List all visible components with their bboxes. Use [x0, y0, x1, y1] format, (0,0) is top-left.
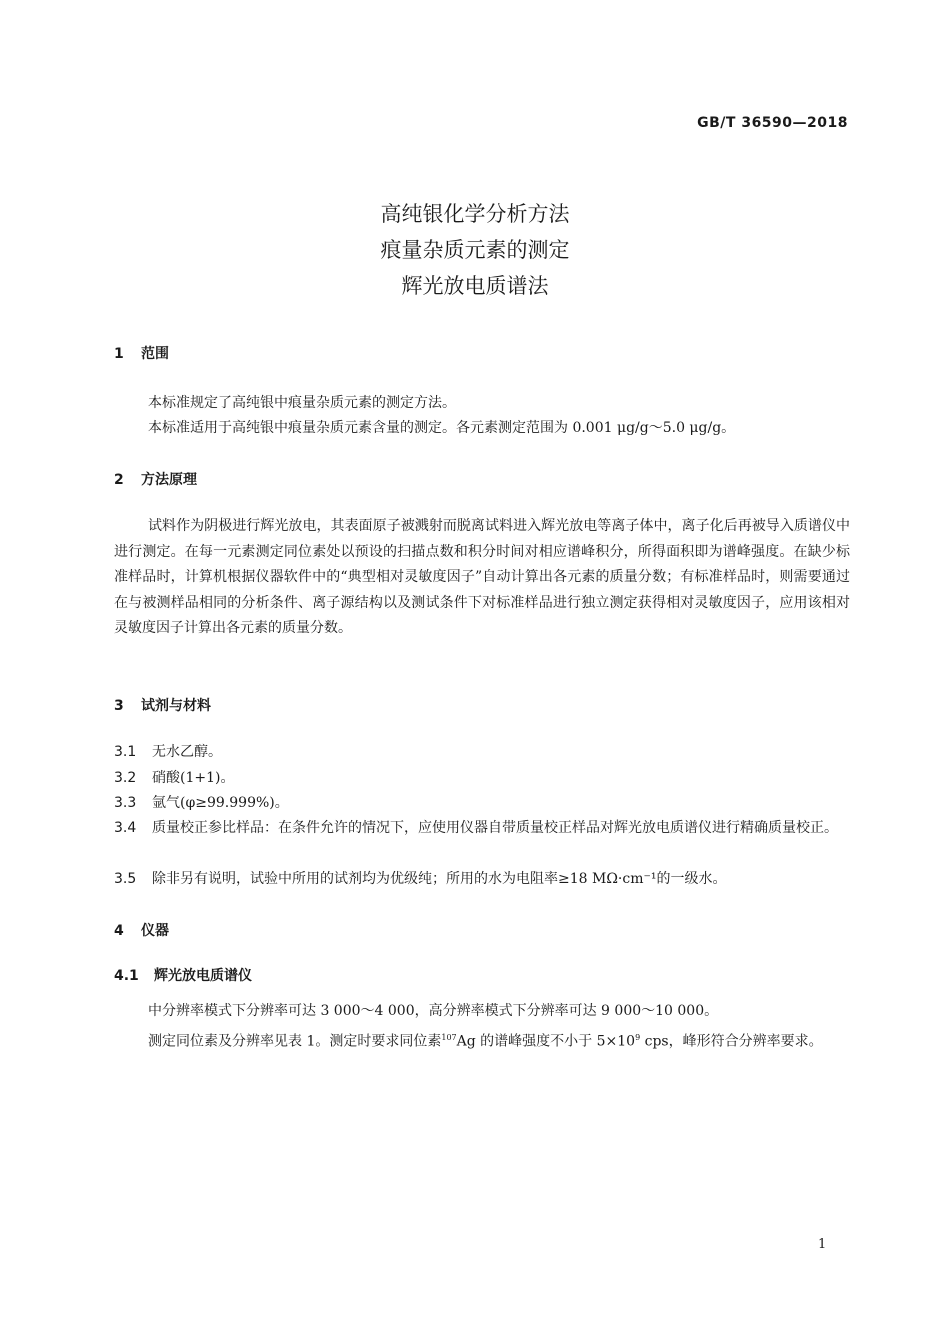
page-number: 1: [818, 1237, 827, 1252]
section-3-heading: [114, 695, 211, 715]
item-number: 3.3: [114, 795, 137, 811]
section-4-heading: [114, 920, 169, 940]
item-number: 3.5: [114, 871, 137, 887]
list-item: [114, 867, 850, 893]
section-1-paragraph-2: 本标准适用于高纯银中痕量杂质元素含量的测定。各元素测定范围为 0.001 μg/g～5.0 μg/g。: [148, 420, 736, 436]
section-number: 3: [114, 698, 124, 714]
text-run: Ag 的谱峰强度不小于 5×10: [456, 1033, 636, 1050]
section-1-heading: [114, 343, 169, 363]
item-number: 3.1: [114, 744, 137, 760]
section-number: 4: [114, 923, 124, 939]
section-title: 试剂与材料: [141, 698, 211, 714]
section-4-1-paragraph-2: [114, 1025, 850, 1055]
title-line-1: 高纯银化学分析方法: [380, 202, 570, 226]
section-number: 1: [114, 346, 124, 362]
standard-number: GB/T 36590—2018: [697, 115, 848, 131]
isotope-mass-superscript: 107: [441, 1033, 457, 1042]
text-run: cps，峰形符合分辨率要求。: [640, 1033, 823, 1050]
text-run: 测定同位素及分辨率见表 1。测定时要求同位素: [148, 1033, 442, 1050]
section-number: 2: [114, 472, 124, 488]
item-text: 除非另有说明，试验中所用的试剂均为优级纯；所用的水为电阻率≥18 MΩ·cm⁻¹的一级水。: [152, 871, 727, 887]
subsection-title: 辉光放电质谱仪: [154, 968, 252, 984]
list-item: [114, 791, 850, 817]
item-text: 无水乙醇。: [152, 744, 222, 760]
list-item: [114, 740, 850, 766]
list-item: [114, 766, 850, 792]
item-number: 3.2: [114, 770, 137, 786]
title-line-2: 痕量杂质元素的测定: [380, 238, 570, 262]
title-line-3: 辉光放电质谱法: [401, 274, 549, 298]
list-item: [114, 816, 850, 842]
item-text: 氩气(φ≥99.999%)。: [152, 795, 289, 811]
subsection-4-1-heading: [114, 965, 252, 985]
section-2-heading: [114, 469, 197, 489]
exponent-superscript: 9: [635, 1033, 641, 1042]
section-4-1-paragraph-1: 中分辨率模式下分辨率可达 3 000～4 000，高分辨率模式下分辨率可达 9 000～10 000。: [148, 1003, 719, 1019]
section-title: 方法原理: [141, 472, 197, 488]
document-title: [0, 196, 950, 304]
item-number: 3.4: [114, 820, 137, 836]
item-text: 质量校正参比样品：在条件允许的情况下，应使用仪器自带质量校正样品对辉光放电质谱仪进行精确质量校正。: [152, 820, 838, 836]
section-title: 仪器: [141, 923, 169, 939]
section-2-paragraph: 试料作为阴极进行辉光放电，其表面原子被溅射而脱离试料进入辉光放电等离子体中，离子化后再被导入质谱仪中进行测定。在每一元素测定同位素处以预设的扫描点数和积分时间对相应谱峰积分，所得面积即为谱峰强度。在缺少标准样品时，计算机根据仪器软件中的“典型相对灵敏度因子”自动计算出各元素的质量分数；有标准样品时，则需要通过在与被测样品相同的分析条件、离子源结构以及测试条件下对标准样品进行独立测定获得相对灵敏度因子，应用该相对灵敏度因子计算出各元素的质量分数。: [114, 518, 850, 636]
section-title: 范围: [141, 346, 169, 362]
section-1-paragraph-1: 本标准规定了高纯银中痕量杂质元素的测定方法。: [148, 395, 456, 411]
item-text: 硝酸(1+1)。: [152, 770, 235, 786]
subsection-number: 4.1: [114, 968, 139, 984]
